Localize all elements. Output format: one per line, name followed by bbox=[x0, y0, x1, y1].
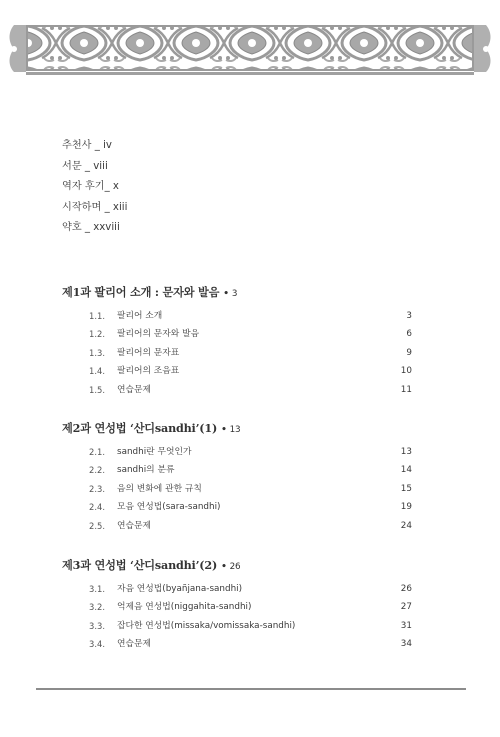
section-title: 음의 변화에 관한 규칙 bbox=[117, 483, 202, 494]
bullet-icon: • bbox=[221, 425, 227, 435]
bullet-icon: • bbox=[223, 289, 229, 299]
chapter-title: 제3과 연성법 ‘산디sandhi’(2) bbox=[62, 558, 218, 572]
section-title: 팔리어의 문자와 발음 bbox=[117, 329, 200, 340]
section-title: 연습문제 bbox=[117, 384, 151, 395]
chapter-title: 제2과 연성법 ‘산디sandhi’(1) bbox=[62, 421, 218, 435]
chapter-page: 3 bbox=[231, 289, 238, 299]
section-page: 26 bbox=[400, 584, 412, 594]
chapter-heading[interactable] bbox=[62, 418, 412, 438]
section-number: 2.1. bbox=[89, 447, 105, 457]
chapter-heading[interactable] bbox=[62, 555, 412, 575]
toc-row[interactable] bbox=[62, 443, 412, 461]
section-list bbox=[62, 307, 412, 399]
front-matter-item[interactable]: 약호 _ xxviii bbox=[62, 222, 120, 233]
section-page: 19 bbox=[400, 502, 412, 513]
section-page: 34 bbox=[400, 639, 412, 650]
toc-row[interactable] bbox=[62, 598, 412, 616]
section-title: 연습문제 bbox=[117, 639, 151, 650]
section-number: 3.4. bbox=[89, 639, 105, 650]
section-page: 27 bbox=[400, 602, 412, 613]
section-page: 24 bbox=[400, 520, 412, 531]
section-title: 자음 연성법(byañjana-sandhi) bbox=[117, 584, 243, 594]
front-matter-item[interactable]: 역자 후기_ x bbox=[62, 181, 119, 192]
section-title: 억제음 연성법(niggahita-sandhi) bbox=[117, 602, 252, 613]
section-page: 9 bbox=[406, 347, 412, 358]
section-number: 3.1. bbox=[89, 584, 105, 594]
toc-row[interactable] bbox=[62, 325, 412, 343]
section-number: 1.1. bbox=[89, 311, 105, 321]
section-number: 3.3. bbox=[89, 620, 105, 631]
section-title: 연습문제 bbox=[117, 520, 151, 531]
section-title: 팔리어의 조음표 bbox=[117, 366, 180, 377]
section-title: 팔리어의 문자표 bbox=[117, 347, 180, 358]
chapter-heading[interactable] bbox=[62, 282, 412, 302]
section-number: 2.3. bbox=[89, 483, 105, 494]
ornamental-header-border bbox=[0, 22, 500, 80]
chapter-page: 13 bbox=[229, 425, 241, 435]
section-list bbox=[62, 443, 412, 535]
chapter-title: 제1과 팔리어 소개 : 문자와 발음 bbox=[62, 285, 220, 299]
section-page: 6 bbox=[406, 329, 412, 340]
front-matter-item[interactable]: 시작하며 _ xiii bbox=[62, 201, 128, 213]
toc-row[interactable] bbox=[62, 498, 412, 516]
section-number: 3.2. bbox=[89, 602, 105, 613]
section-page: 13 bbox=[400, 447, 412, 457]
section-number: 2.4. bbox=[89, 502, 105, 513]
section-page: 31 bbox=[400, 620, 412, 631]
chapter-page: 26 bbox=[229, 562, 241, 572]
chapter-1 bbox=[62, 282, 412, 399]
front-matter-item[interactable]: 추천사 _ iv bbox=[62, 140, 112, 151]
section-page: 3 bbox=[406, 311, 412, 321]
section-number: 2.2. bbox=[89, 465, 105, 476]
section-list bbox=[62, 580, 412, 654]
section-title: sandhi의 분류 bbox=[117, 465, 175, 476]
section-number: 1.5. bbox=[89, 384, 105, 395]
toc-row[interactable] bbox=[62, 344, 412, 362]
bullet-icon: • bbox=[221, 562, 227, 572]
front-matter-item[interactable]: 서문 _ viii bbox=[62, 160, 108, 172]
bottom-divider bbox=[36, 688, 466, 690]
section-number: 1.3. bbox=[89, 347, 105, 358]
toc-row[interactable] bbox=[62, 480, 412, 498]
section-title: 모음 연성법(sara-sandhi) bbox=[117, 502, 221, 513]
toc-row[interactable] bbox=[62, 381, 412, 399]
chapter-2 bbox=[62, 418, 412, 535]
toc-row[interactable] bbox=[62, 517, 412, 535]
toc-row[interactable] bbox=[62, 362, 412, 380]
toc-row[interactable] bbox=[62, 617, 412, 635]
section-title: 잡다한 연성법(missaka/vomissaka-sandhi) bbox=[117, 620, 296, 631]
chapter-3 bbox=[62, 555, 412, 654]
toc-row[interactable] bbox=[62, 307, 412, 325]
toc-row[interactable] bbox=[62, 635, 412, 653]
section-page: 11 bbox=[400, 384, 412, 395]
section-number: 2.5. bbox=[89, 520, 105, 531]
section-page: 14 bbox=[400, 465, 412, 476]
section-page: 15 bbox=[400, 483, 412, 494]
toc-row[interactable] bbox=[62, 461, 412, 479]
section-number: 1.4. bbox=[89, 366, 105, 377]
section-number: 1.2. bbox=[89, 329, 105, 340]
toc-row[interactable] bbox=[62, 580, 412, 598]
front-matter-list bbox=[62, 136, 362, 239]
section-page: 10 bbox=[400, 366, 412, 377]
section-title: sandhi란 무엇인가 bbox=[117, 447, 192, 457]
section-title: 팔리어 소개 bbox=[117, 311, 163, 321]
